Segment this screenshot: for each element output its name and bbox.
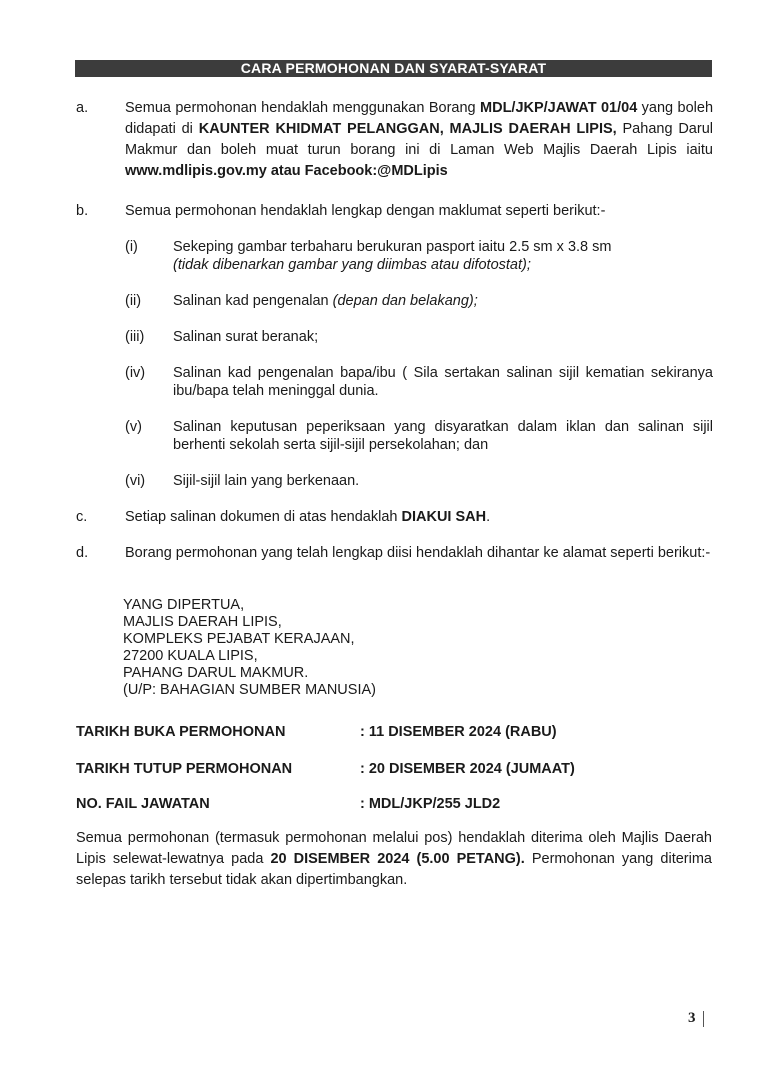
address-line: 27200 KUALA LIPIS, — [123, 648, 258, 664]
subitem-text: Sijil-sijil lain yang berkenaan. — [173, 473, 360, 489]
item-letter: d. — [76, 545, 89, 561]
text-run: yang boleh didapati di — [125, 100, 714, 137]
detail-value: : 20 DISEMBER 2024 (JUMAAT) — [360, 761, 575, 777]
item-body — [125, 98, 713, 182]
mailing-address — [123, 597, 376, 699]
item-body: Borang permohonan yang telah lengkap diisi hendaklah dihantar ke alamat seperti berikut:- — [125, 545, 711, 561]
item-letter: b. — [76, 203, 89, 219]
subitem-text: Salinan surat beranak; — [173, 329, 319, 345]
page-number: 3 — [688, 1010, 696, 1026]
closing-paragraph — [76, 828, 712, 891]
item-letter: a. — [76, 100, 89, 116]
address-line: MAJLIS DAERAH LIPIS, — [123, 614, 282, 630]
italic-note: (depan dan belakang); — [332, 293, 478, 309]
text-run: Permohonan yang diterima selepas tarikh tersebut tidak akan dipertimbangkan. — [76, 851, 712, 888]
text-run: . — [486, 509, 491, 525]
detail-value: : MDL/JKP/255 JLD2 — [360, 796, 501, 812]
subitem-num: (vi) — [125, 473, 146, 489]
certified-label: DIAKUI SAH — [401, 509, 487, 525]
counter-name: KAUNTER KHIDMAT PELANGGAN, MAJLIS DAERAH LIPIS, — [198, 121, 617, 137]
deadline: 20 DISEMBER 2024 (5.00 PETANG). — [270, 851, 525, 867]
detail-label: NO. FAIL JAWATAN — [76, 796, 210, 812]
address-line: PAHANG DARUL MAKMUR. — [123, 665, 309, 681]
subitem-text: Salinan kad pengenalan bapa/ibu ( Sila sertakan salinan sijil kematian sekiranya ibu/bapa telah meninggal dunia. — [173, 365, 713, 399]
website-link[interactable]: www.mdlipis.gov.my atau Facebook:@MDLipis — [125, 163, 448, 179]
address-line: (U/P: BAHAGIAN SUMBER MANUSIA) — [123, 682, 376, 698]
italic-note: (tidak dibenarkan gambar yang diimbas atau difotostat); — [173, 257, 531, 273]
section-title: CARA PERMOHONAN DAN SYARAT-SYARAT — [75, 60, 712, 77]
detail-label: TARIKH BUKA PERMOHONAN — [76, 724, 286, 740]
subitem-num: (v) — [125, 419, 142, 435]
subitem-text — [173, 292, 713, 310]
text-run: Setiap salinan dokumen di atas hendaklah — [125, 509, 402, 525]
subitem-num: (ii) — [125, 293, 142, 309]
address-line: YANG DIPERTUA, — [123, 597, 245, 613]
address-line: KOMPLEKS PEJABAT KERAJAAN, — [123, 631, 355, 647]
subitem-text — [173, 238, 713, 274]
subitem-text: Salinan keputusan peperiksaan yang disyaratkan dalam iklan dan salinan sijil berhenti sekolah serta sijil-sijil persekolahan; dan — [173, 419, 713, 453]
subitem-num: (iv) — [125, 365, 146, 381]
subitem-num: (iii) — [125, 329, 145, 345]
item-body: Semua permohonan hendaklah lengkap dengan maklumat seperti berikut:- — [125, 203, 606, 219]
page-number-divider — [703, 1011, 704, 1027]
detail-label: TARIKH TUTUP PERMOHONAN — [76, 761, 293, 777]
text-run: Semua permohonan hendaklah menggunakan Borang — [125, 100, 481, 116]
text-run: Pahang Darul Makmur dan boleh muat turun borang ini di Laman Web Majlis Daerah Lipis iaitu — [125, 121, 713, 158]
item-letter: c. — [76, 509, 88, 525]
text-run: Semua permohonan (termasuk permohonan melalui pos) hendaklah diterima oleh Majlis Daerah Lipis selewat-lewatnya pada — [76, 830, 712, 867]
form-code: MDL/JKP/JAWAT 01/04 — [480, 100, 638, 116]
detail-value: : 11 DISEMBER 2024 (RABU) — [360, 724, 557, 740]
text-run: Salinan kad pengenalan — [173, 293, 333, 309]
item-body — [125, 507, 713, 528]
text-run: Sekeping gambar terbaharu berukuran pasport iaitu 2.5 sm x 3.8 sm — [173, 239, 612, 255]
subitem-num: (i) — [125, 239, 138, 255]
